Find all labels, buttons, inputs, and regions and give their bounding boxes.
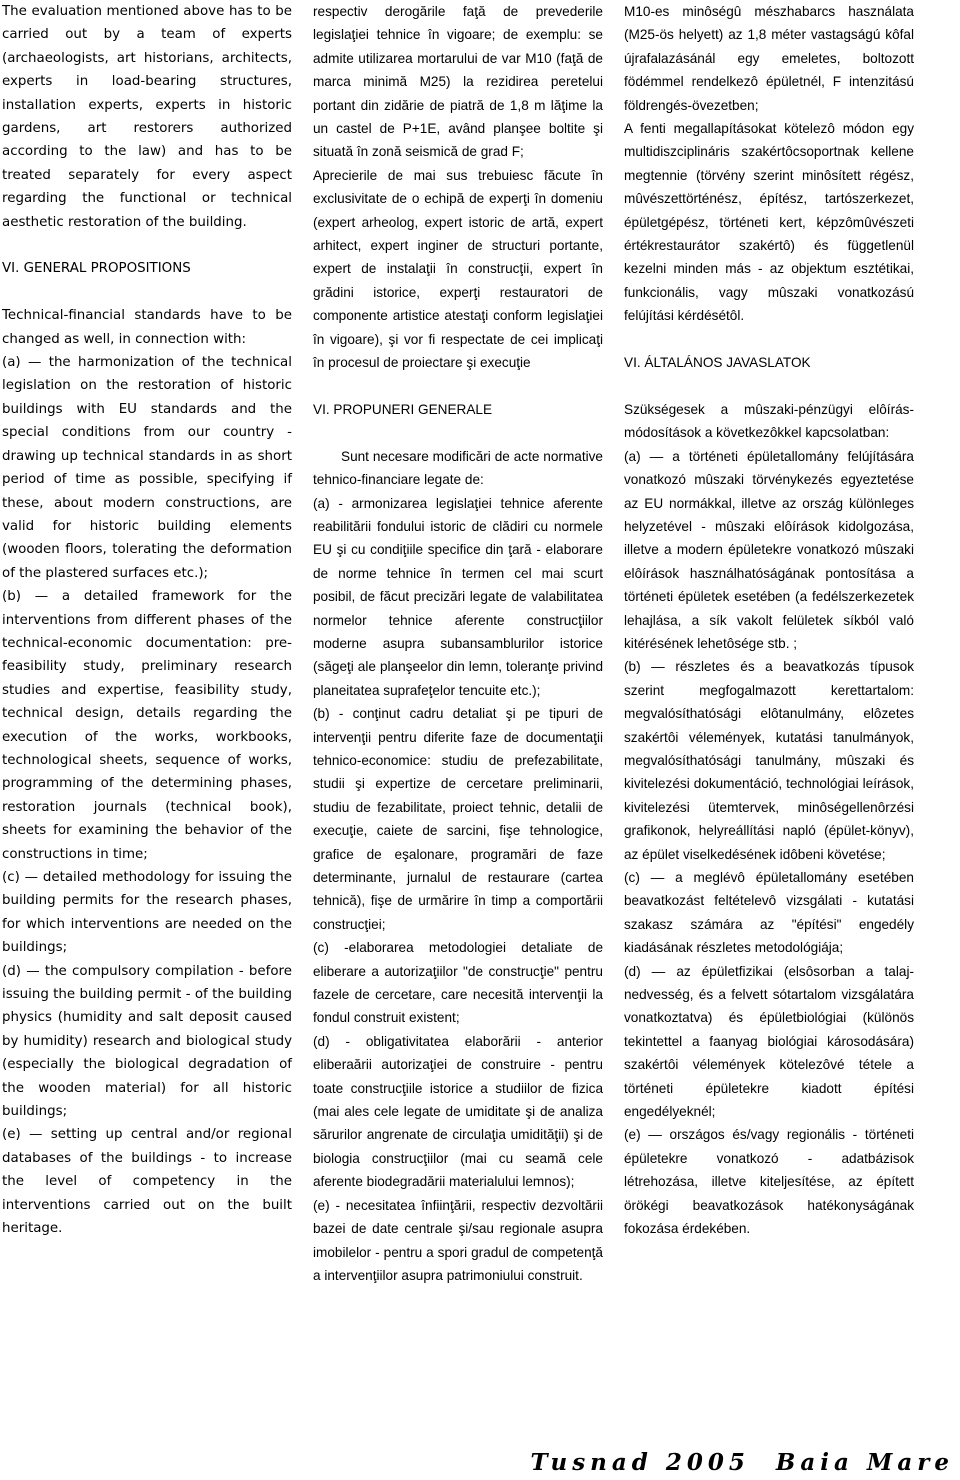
romanian-item-e: (e) - necesitatea înfiinţării, respectiv dezvoltării bazei de date centrale şi/sau regionale asupra imobilelor - pentru a spori gradul de competenţă a intervenţiilor asupra patrimoniului construit. <box>313 1197 603 1283</box>
footer-event: Tusnad 2005 <box>530 1449 750 1476</box>
romanian-lead-paragraph: Sunt necesare modificări de acte normative tehnico-financiare legate de: <box>313 448 603 488</box>
hungarian-item-e: (e) — országos és/vagy regionális - történeti épületekre vonatkozó - adatbázisok létrehozása, illetve kiteljesítése, az épített örökégi beavatkozások hatékonyságának fokozása érdekében. <box>624 1127 914 1237</box>
english-item-b: (b) — a detailed framework for the interventions from different phases of the technical-economic documentation: pre-feasibility study, preliminary research studies and expertise, feasibility study, technical design, details regarding the execution of the works, workbooks, technological sheets, sequence of works, programming of the determining phases, restoration journals (technical book), sheets for examining the behavior of the constructions in time; <box>2 589 292 862</box>
hungarian-intro-paragraph: M10-es minôségû mészhabarcs használata (M25-ös helyett) az 1,8 méter vastagságú kôfal újrafalazásánál egy emeletes, boltozott födémmel rendelkezô épületnél, F intenzitású földrengés-övezetben; <box>624 4 914 113</box>
footer-place: Baia Mare <box>775 1449 954 1476</box>
romanian-intro-paragraph-2: Aprecierile de mai sus trebuiesc făcute în exclusivitate de o echipă de experţi în domeniu (expert arheolog, expert istoric de artă, expert arhitect, expert inginer de structuri portante, expert de instalaţii în construcţii, expert în grădini istorice, experţi restauratori de componente artistice atestaţi conform legislaţiei în vigoare), şi vor fi respectate de cei implicaţi în procesul de proiectare şi execuţie <box>313 167 603 371</box>
romanian-section-heading: VI. PROPUNERI GENERALE <box>313 401 493 417</box>
romanian-item-d: (d) - obligativitatea elaborării - anterior eliberaării autorizaţiei de construire - pentru toate construcţiile istorice a studiilor de fizica (mai ales cele legate de umiditate şi de analiza sărurilor angrenate de circulaţia umidităţii) şi de biologia construcţiilor (mai cu seamă cele aferente biodegradării materialului lemnos); <box>313 1033 603 1190</box>
page-footer <box>530 1449 954 1476</box>
romanian-item-c: (c) -elaborarea metodologiei detaliate de eliberare a autorizaţiilor "de construcţie" pentru fazele de cercetare, care necesită intervenţii la fondul construit existent; <box>313 940 603 1026</box>
hungarian-item-a: (a) — a történeti épületallomány felújítására vonatkozó mûszaki törvénykezés egyeztetése az EU normákkal, illetve az ország különleges helyzetével - mûszaki elôírások kidolgozása, illetve a modern épületekre vonatkozó mûszaki elôírások használhatóságának pontosítása a történeti épületek esetében (a fedélszerkezetek lehajlása, a sík vakolt felületek síkból való kitérésének lehetôsége stb. ; <box>624 448 914 651</box>
english-column <box>2 0 292 1241</box>
hungarian-item-d: (d) — az épületfizikai (elsôsorban a talaj-nedvesség, és a felvett sótartalom vizsgálatára vonatkoztatva) és épületbiológiai (különös tekintettel a faanyag biológiai károsodására) szakértôi vélemények kötelezôvé tétele a történeti épületekre kiadott építési engedélyeknél; <box>624 963 914 1120</box>
english-section-heading: VI. GENERAL PROPOSITIONS <box>2 261 191 277</box>
english-item-d: (d) — the compulsory compilation - before issuing the building permit - of the building physics (humidity and salt deposit caused by humidity) research and biological study (especially the biological degradation of the wooden material) for all historic buildings; <box>2 963 292 1120</box>
english-intro-paragraph: The evaluation mentioned above has to be carried out by a team of experts (archaeologists, art historians, architects, experts in load-bearing structures, installation experts, experts in historic gardens, art restorers authorized according to the law) and has to be treated separately for every aspect regarding the functional or technical aesthetic restoration of the building. <box>2 4 292 230</box>
english-item-a: (a) — the harmonization of the technical legislation on the restoration of historic buildings with EU standards and the special conditions from our country - drawing up technical standards in as short period of time as possible, specifying if these, about modern constructions, are valid for historic building elements (wooden floors, tolerating the deformation of the plastered surfaces etc.); <box>2 355 292 581</box>
hungarian-column <box>624 0 914 1241</box>
english-item-e: (e) — setting up central and/or regional databases of the buildings - to increase the level of competency in the interventions carried out on the built heritage. <box>2 1127 292 1237</box>
hungarian-item-b: (b) — részletes és a beavatkozás típusok szerint megfogalmazott kerettartalom: megvalósíthatósági elôtanulmány, elôzetes szakértôi vélemények, kutatási tanulmányok, megvalósíthatósági tanulmány, mûszaki és kivitelezési dokumentáció, technológiai leírások, kivitelezési ütemtervek, minôségellenôrzési grafikonok, helyreállítási napló (épület-könyv), az épület viselkedésének idôbeni követése; <box>624 659 914 862</box>
romanian-column <box>313 0 603 1287</box>
hungarian-intro-paragraph-2: A fenti megallapításokat kötelezô módon egy multidiszciplináris szakértôcsoportnak kellene megtennie (törvény szerint minôsített régész, mûvészettörténész, építész, tartószerkezet, épületgépész, történeti kert, képzômûvészeti értékrestaurátor szakértô) és függetlenül kezelni minden más - az objektum esztétikai, funkcionális, vagy mûszaki vonatkozású felújítási kérdésétôl. <box>624 121 914 324</box>
romanian-intro-paragraph: respectiv derogările faţă de prevederile legislaţiei tehnice în vigoare; de exemplu: se admite utilizarea mortarului de var M10 (faţă de marca minimă M25) la rezidirea peretelui portant din zidărie de piatră de 1,8 m lăţime la un castel de P+1E, având planşee boltite şi situată în zonă seismică de grad F; <box>313 4 603 160</box>
romanian-item-b: (b) - conţinut cadru detaliat şi pe tipuri de intervenţii pentru diferite faze de documentaţii tehnico-economice: studiu de prefezabilitate, studii şi expertize de cercetare preliminarii, studiu de fezabilitate, proiect tehnic, detalii de execuţie, caiete de sarcini, fişe tehnologice, grafice de eşalonare, programări de faze determinante, jurnalul de restaurare (cartea tehnică), fişe de urmărire în timp a comportării construcţiei; <box>313 706 603 932</box>
english-lead-paragraph: Technical-financial standards have to be changed as well, in connection with: <box>2 308 292 347</box>
hungarian-item-c: (c) — a meglévô épületallomány esetében beavatkozást feltételevô vizsgálati - kutatási szakasz számára az "építési" engedély kiadásának részletes metodológiája; <box>624 870 914 956</box>
hungarian-lead-paragraph: Szükségesek a mûszaki-pénzügyi elôírás-módosítások a következôkkel kapcsolatban: <box>624 401 914 441</box>
english-item-c: (c) — detailed methodology for issuing the building permits for the research phases, for which interventions are needed on the buildings; <box>2 870 292 956</box>
romanian-item-a: (a) - armonizarea legislaţiei tehnice aferente reabilitării fondului istoric de clădiri cu normele EU şi cu condiţiile specifice din ţară - elaborare de norme tehnice în termen cel mai scurt posibil, de făcut precizări legate de valabilitatea normelor tehnice aferente construcţiilor moderne asupra subansamblurilor istorice (săgeţi ale planşeelor din lemn, toleranţe privind planeitatea suprafeţelor tencuite etc.); <box>313 495 603 698</box>
hungarian-section-heading: VI. ÁLTALÁNOS JAVASLATOK <box>624 355 811 371</box>
